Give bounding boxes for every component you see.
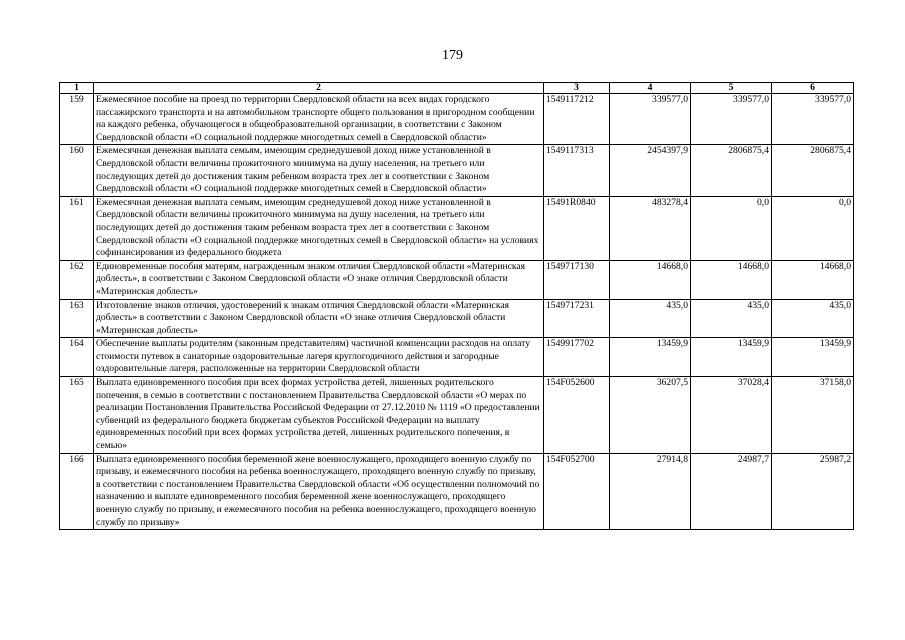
value-cell-col5: 37028,4 [691,377,772,454]
value-cell-col4: 2454397,9 [610,145,691,196]
row-number-cell: 164 [60,338,94,377]
table-row [60,377,854,454]
description-cell: Обеспечение выплаты родителям (законным представителям) частичной компенсации расходов на оплату стоимости путевок в санаторные оздоровительные лагеря круглогодичного действия и загородные оздоровительные лагеря, расположенные на территории Свердловской области [94,338,544,377]
value-cell-col5: 0,0 [691,196,772,260]
table-header-row [60,83,854,94]
code-cell: 1549717231 [544,299,610,338]
code-cell: 15491R0840 [544,196,610,260]
value-cell-col5: 13459,9 [691,338,772,377]
column-header: 5 [691,83,772,94]
table-row [60,299,854,338]
table-row [60,145,854,196]
row-number-cell: 166 [60,453,94,530]
table-row [60,196,854,260]
value-cell-col6: 13459,9 [772,338,854,377]
description-cell: Выплата единовременного пособия беременной жене военнослужащего, проходящего военную службу по призыву, и ежемесячного пособия на ребенка военнослужащего, проходящего военную службу по призыву, в соответствии с постановлением Правительства Свердловской области «Об осуществлении полномочий по назначению и выплате единовременного пособия беременной жене военнослужащего, проходящего военную службу по призыву, и ежемесячного пособия на ребенка военнослужащего, проходящего военную службу по призыву» [94,453,544,530]
description-cell: Изготовление знаков отличия, удостоверений к знакам отличия Свердловской области «Материнская доблесть» в соответствии с Законом Свердловской области «О знаке отличия Свердловской области «Материнская доблесть» [94,299,544,338]
value-cell-col5: 14668,0 [691,260,772,299]
table-row [60,94,854,145]
page-number: 179 [442,48,463,63]
code-cell: 1549117313 [544,145,610,196]
description-cell: Ежемесячная денежная выплата семьям, имеющим среднедушевой доход ниже установленной в Свердловской области величины прожиточного минимума на душу населения, на третьего или последующих детей до достижения таким ребенком возраста трех лет в соответствии с Законом Свердловской области «О социальной поддержке многодетных семей в Свердловской области» на условиях софинансирования из федерального бюджета [94,196,544,260]
row-number-cell: 163 [60,299,94,338]
table-row [60,338,854,377]
table-row [60,260,854,299]
column-header: 4 [610,83,691,94]
table-row [60,453,854,530]
value-cell-col4: 13459,9 [610,338,691,377]
budget-table [59,82,854,530]
value-cell-col4: 435,0 [610,299,691,338]
column-header: 2 [94,83,544,94]
row-number-cell: 159 [60,94,94,145]
code-cell: 1549917702 [544,338,610,377]
row-number-cell: 165 [60,377,94,454]
value-cell-col5: 24987,7 [691,453,772,530]
value-cell-col4: 27914,8 [610,453,691,530]
description-cell: Ежемесячная денежная выплата семьям, имеющим среднедушевой доход ниже установленной в Свердловской области величины прожиточного минимума на душу населения, на третьего или последующих детей до достижения таким ребенком возраста трех лет в соответствии с Законом Свердловской области «О социальной поддержке многодетных семей в Свердловской области» [94,145,544,196]
description-cell: Ежемесячное пособие на проезд по территории Свердловской области на всех видах городского пассажирского транспорта и на автомобильном транспорте общего пользования в пригородном сообщении на каждого ребенка, обучающегося в общеобразовательной организации, в соответствии с Законом Свердловской области «О социальной поддержке многодетных семей в Свердловской области» [94,94,544,145]
value-cell-col6: 435,0 [772,299,854,338]
value-cell-col6: 2806875,4 [772,145,854,196]
value-cell-col5: 435,0 [691,299,772,338]
row-number-cell: 160 [60,145,94,196]
value-cell-col4: 483278,4 [610,196,691,260]
value-cell-col4: 14668,0 [610,260,691,299]
code-cell: 154F052600 [544,377,610,454]
value-cell-col4: 339577,0 [610,94,691,145]
value-cell-col5: 2806875,4 [691,145,772,196]
description-cell: Единовременные пособия матерям, награжденным знаком отличия Свердловской области «Материнская доблесть», в соответствии с Законом Свердловской области «О знаке отличия Свердловской области «Материнская доблесть» [94,260,544,299]
description-cell: Выплата единовременного пособия при всех формах устройства детей, лишенных родительского попечения, в семью в соответствии с постановлением Правительства Свердловской области «О мерах по реализации Постановления Правительства Российской Федерации от 27.12.2010 № 1119 «О предоставлении субвенций из федерального бюджета бюджетам субъектов Российской Федерации на выплату единовременных пособий при всех формах устройства детей, лишенных родительского попечения, в семью» [94,377,544,454]
code-cell: 1549117212 [544,94,610,145]
code-cell: 1549717130 [544,260,610,299]
column-header: 1 [60,83,94,94]
code-cell: 154F052700 [544,453,610,530]
column-header: 6 [772,83,854,94]
value-cell-col6: 14668,0 [772,260,854,299]
row-number-cell: 161 [60,196,94,260]
value-cell-col6: 25987,2 [772,453,854,530]
row-number-cell: 162 [60,260,94,299]
value-cell-col6: 0,0 [772,196,854,260]
value-cell-col4: 36207,5 [610,377,691,454]
column-header: 3 [544,83,610,94]
value-cell-col5: 339577,0 [691,94,772,145]
value-cell-col6: 339577,0 [772,94,854,145]
value-cell-col6: 37158,0 [772,377,854,454]
